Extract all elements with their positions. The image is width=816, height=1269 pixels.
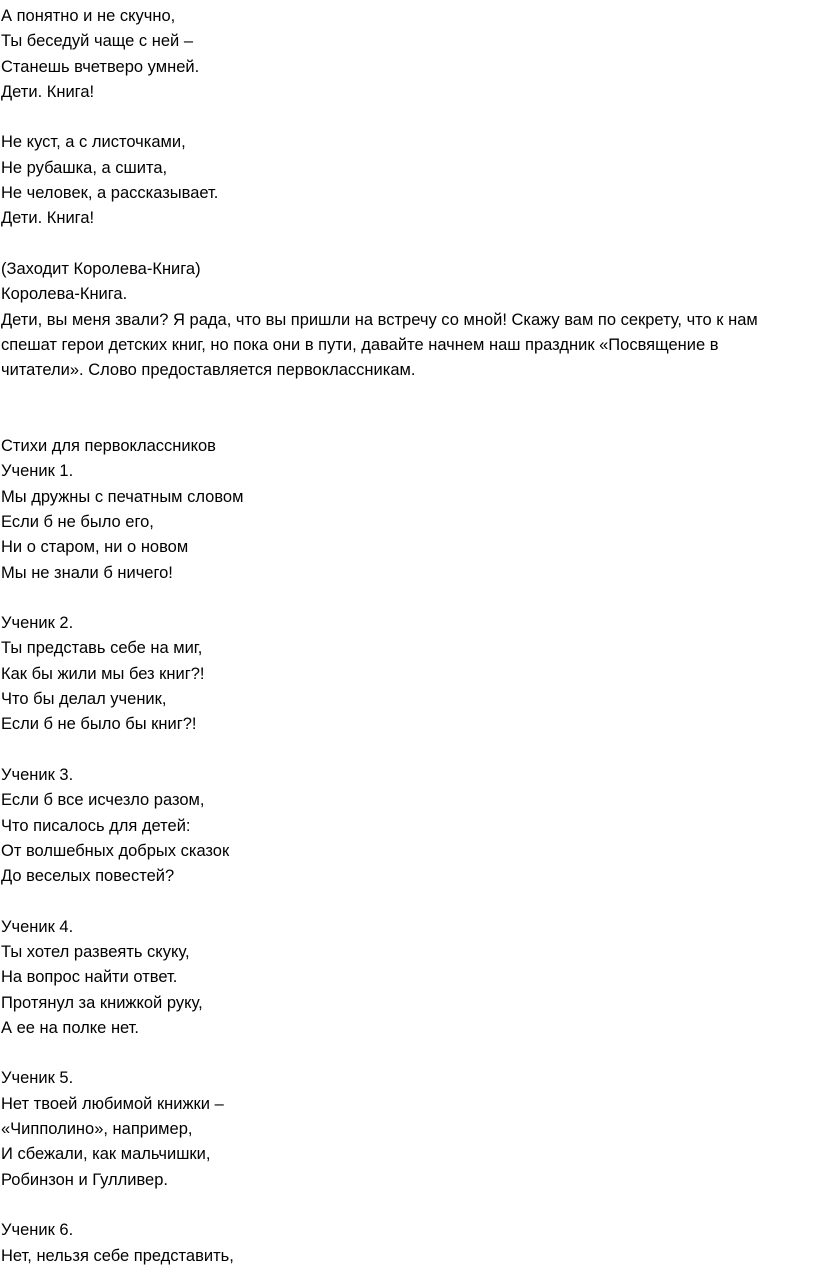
verse-line: А понятно и не скучно, <box>1 7 176 25</box>
stage-direction: (Заходит Королева-Книга) <box>1 259 201 278</box>
verse-line: Ты хотел развеять скуку, <box>1 942 190 961</box>
verse-line: Если б не было его, <box>1 512 154 531</box>
student-3-block <box>1 763 804 889</box>
verse-line: Мы не знали б ничего! <box>1 563 173 582</box>
verse-line: Если б все исчезло разом, <box>1 791 205 810</box>
student-5-block <box>1 1066 804 1192</box>
student-label: Ученик 2. <box>1 614 74 633</box>
speaker-name: Королева-Книга. <box>1 285 128 304</box>
student-label: Ученик 3. <box>1 765 74 784</box>
student-2-block <box>1 611 804 737</box>
verse-line: Робинзон и Гулливер. <box>1 1170 168 1189</box>
verse-line: И сбежали, как мальчишки, <box>1 1145 211 1164</box>
section-title: Стихи для первоклассников <box>1 437 216 456</box>
verse-line: Не рубашка, а сшита, <box>1 158 168 177</box>
verse-line: Станешь вчетверо умней. <box>1 57 200 76</box>
verse-line: Ты представь себе на миг, <box>1 639 203 658</box>
verse-line: Нет, нельзя себе представить, <box>1 1246 234 1265</box>
verse-line: Ни о старом, ни о новом <box>1 538 189 557</box>
verse-line: А ее на полке нет. <box>1 1018 139 1037</box>
student-4-block <box>1 915 804 1041</box>
verse-line: Нет твоей любимой книжки – <box>1 1094 224 1113</box>
queen-speech: Дети, вы меня звали? Я рада, что вы пришли на встречу со мной! Скажу вам по секрету, что к нам спешат герои детских книг, но пока они в пути, давайте начнем наш праздник «Посвящение в читатели». Слово предоставляется первоклассникам. <box>1 310 758 380</box>
student-label: Ученик 4. <box>1 917 74 936</box>
student-label: Ученик 6. <box>1 1221 74 1240</box>
verse-line: Не куст, а с листочками, <box>1 133 186 152</box>
verse-line: Ты беседуй чаще с ней – <box>1 32 194 51</box>
stanza-b <box>1 130 804 231</box>
verse-line: Не человек, а рассказывает. <box>1 184 219 203</box>
stanza-a <box>1 4 804 105</box>
blank-line <box>1 586 804 611</box>
verse-line: На вопрос найти ответ. <box>1 968 178 987</box>
student-6-block <box>1 1218 804 1269</box>
verse-line: Если б не было бы книг?! <box>1 715 197 734</box>
blank-line <box>1 409 804 434</box>
verse-line: Как бы жили мы без книг?! <box>1 664 205 683</box>
blank-line <box>1 1041 804 1066</box>
verse-line: До веселых повестей? <box>1 867 175 886</box>
blank-line <box>1 232 804 257</box>
student-1-block <box>1 459 804 585</box>
verse-line: «Чипполино», например, <box>1 1120 193 1139</box>
verse-line: Дети. Книга! <box>1 82 95 101</box>
verse-line: Мы дружны с печатным словом <box>1 487 244 506</box>
verse-line: Что писалось для детей: <box>1 816 191 835</box>
blank-line <box>1 889 804 914</box>
verse-line: От волшебных добрых сказок <box>1 841 230 860</box>
blank-line <box>1 1193 804 1218</box>
student-label: Ученик 1. <box>1 462 74 481</box>
verse-line: Что бы делал ученик, <box>1 690 167 709</box>
blank-line <box>1 738 804 763</box>
verse-line: Дети. Книга! <box>1 209 95 228</box>
blank-line <box>1 383 804 408</box>
verse-line: Протянул за книжкой руку, <box>1 993 203 1012</box>
blank-line <box>1 105 804 130</box>
student-label: Ученик 5. <box>1 1069 74 1088</box>
